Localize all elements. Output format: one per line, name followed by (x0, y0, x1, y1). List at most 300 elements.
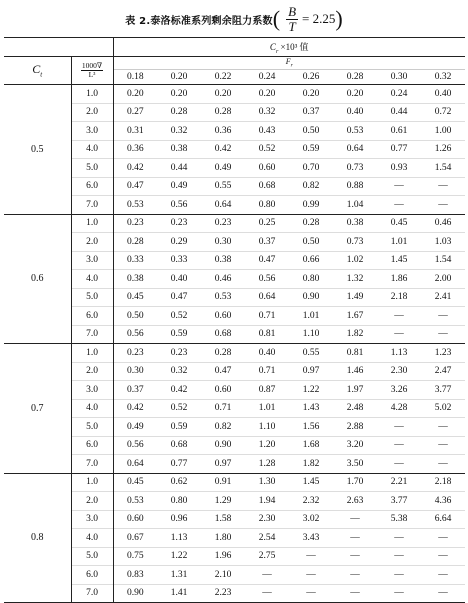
table-row (4, 362, 465, 381)
cr-value-cell: 1.04 (333, 196, 377, 215)
ct-group-cell: 0.5 (4, 85, 71, 215)
cr-value-cell: 2.47 (421, 362, 465, 381)
fr-value-header: 0.18 (113, 70, 157, 85)
cr-value-cell: — (421, 529, 465, 548)
cr-value-cell: 1.31 (157, 566, 201, 585)
fr-symbol: F (285, 57, 291, 67)
cr-value-cell: 0.64 (113, 455, 157, 474)
ct-group-cell: 0.7 (4, 344, 71, 474)
cr-value-cell: 0.70 (289, 159, 333, 178)
cr-value-cell: 1.22 (289, 381, 333, 400)
cr-value-cell: 1.96 (201, 547, 245, 566)
cr-value-cell: — (421, 196, 465, 215)
cr-value-cell: 0.91 (201, 473, 245, 492)
cr-value-cell: 0.31 (113, 122, 157, 141)
cr-value-cell: — (377, 177, 421, 196)
cr-value-cell: 0.81 (245, 325, 289, 344)
cr-value-cell: 1.49 (333, 288, 377, 307)
cr-value-cell: 0.82 (289, 177, 333, 196)
fr-subscript: r (290, 62, 293, 69)
cr-value-cell: — (289, 584, 333, 603)
cr-value-cell: 1.56 (289, 418, 333, 437)
cr-value-cell: 0.50 (289, 122, 333, 141)
cr-value-cell: 0.68 (201, 325, 245, 344)
cr-value-cell: 0.75 (113, 547, 157, 566)
cr-value-cell: 0.99 (289, 196, 333, 215)
cr-value-cell: 1.43 (289, 399, 333, 418)
fr-value-header: 0.20 (157, 70, 201, 85)
cr-value-cell: — (377, 196, 421, 215)
fr-value-header: 0.30 (377, 70, 421, 85)
lv-cell: 6.0 (71, 307, 113, 326)
cr-value-cell: 0.42 (113, 159, 157, 178)
cr-value-cell: 1.26 (421, 140, 465, 159)
table-row (4, 177, 465, 196)
cr-value-cell: 0.97 (201, 455, 245, 474)
header-blank-cell (71, 38, 113, 57)
cr-suffix: ×10³ 值 (278, 41, 309, 52)
lv-cell: 5.0 (71, 159, 113, 178)
cr-value-cell: 0.40 (245, 344, 289, 363)
cr-value-cell: 5.02 (421, 399, 465, 418)
cr-value-cell: 0.93 (377, 159, 421, 178)
cr-value-cell: 0.32 (157, 122, 201, 141)
cr-value-cell: 1.94 (245, 492, 289, 511)
cr-value-cell: 0.45 (377, 214, 421, 233)
lv-cell: 6.0 (71, 177, 113, 196)
cr-value-cell: 1.70 (333, 473, 377, 492)
cr-value-cell: 1.67 (333, 307, 377, 326)
fr-value-header: 0.28 (333, 70, 377, 85)
cr-value-cell: 0.73 (333, 233, 377, 252)
caption-fraction-numerator: B (288, 3, 297, 19)
cr-value-cell: 0.60 (201, 381, 245, 400)
cr-value-cell: 0.20 (333, 85, 377, 104)
cr-value-cell: 0.56 (113, 325, 157, 344)
cr-value-cell: 0.25 (245, 214, 289, 233)
table-row (4, 547, 465, 566)
cr-value-cell: — (377, 307, 421, 326)
cr-value-cell: 1.54 (421, 251, 465, 270)
ct-subscript: t (40, 70, 43, 79)
cr-value-cell: 2.18 (421, 473, 465, 492)
cr-value-cell: — (377, 436, 421, 455)
cr-value-cell: 0.20 (113, 85, 157, 104)
table-row (4, 196, 465, 215)
cr-value-cell: 0.49 (201, 159, 245, 178)
table-row (4, 140, 465, 159)
cr-value-cell: 0.77 (377, 140, 421, 159)
cr-value-cell: 2.54 (245, 529, 289, 548)
lv-cell: 1.0 (71, 344, 113, 363)
lv-denominator: L³ (88, 70, 96, 79)
cr-value-cell: — (289, 566, 333, 585)
lv-cell: 3.0 (71, 510, 113, 529)
cr-value-cell: 0.42 (201, 140, 245, 159)
lv-cell: 5.0 (71, 288, 113, 307)
lv-cell: 2.0 (71, 492, 113, 511)
cr-value-cell: 0.23 (157, 214, 201, 233)
cr-value-cell: — (421, 455, 465, 474)
table-row (4, 381, 465, 400)
caption-text: 表 2.泰洛标准系列剩余阻力系数 (125, 15, 273, 27)
lv-cell: 1.0 (71, 473, 113, 492)
cr-value-cell: 1.68 (289, 436, 333, 455)
cr-value-cell: 0.27 (113, 103, 157, 122)
cr-value-cell: 0.90 (113, 584, 157, 603)
cr-value-cell: 1.13 (157, 529, 201, 548)
cr-value-cell: 1.41 (157, 584, 201, 603)
cr-value-cell: 0.59 (157, 418, 201, 437)
cr-value-cell: 0.56 (113, 436, 157, 455)
cr-value-cell: 0.64 (245, 288, 289, 307)
cr-value-cell: 0.37 (113, 381, 157, 400)
lv-cell: 2.0 (71, 233, 113, 252)
cr-value-cell: 0.50 (113, 307, 157, 326)
cr-value-cell: 0.37 (289, 103, 333, 122)
cr-value-cell: 0.77 (157, 455, 201, 474)
lv-cell: 6.0 (71, 566, 113, 585)
cr-value-cell: 0.80 (289, 270, 333, 289)
cr-value-cell: 0.60 (113, 510, 157, 529)
cr-value-cell: 0.28 (201, 103, 245, 122)
cr-value-cell: 0.33 (157, 251, 201, 270)
cr-value-cell: — (377, 566, 421, 585)
caption-equals-value: = 2.25 (302, 11, 336, 26)
table-caption (0, 2, 468, 36)
cr-value-cell: 0.73 (333, 159, 377, 178)
lv-cell: 2.0 (71, 103, 113, 122)
cr-value-cell: 1.82 (289, 455, 333, 474)
lv-cell: 1.0 (71, 214, 113, 233)
cr-value-cell: 2.30 (245, 510, 289, 529)
cr-value-cell: 1.01 (245, 399, 289, 418)
cr-value-cell: 0.47 (157, 288, 201, 307)
table-row (4, 251, 465, 270)
lv-cell: 4.0 (71, 270, 113, 289)
cr-value-cell: 0.66 (289, 251, 333, 270)
header-row-cr (4, 38, 465, 57)
cr-value-cell: 0.47 (113, 177, 157, 196)
table-row (4, 418, 465, 437)
cr-value-cell: 2.48 (333, 399, 377, 418)
table-row (4, 344, 465, 363)
cr-value-cell: 4.28 (377, 399, 421, 418)
cr-value-cell: 3.77 (377, 492, 421, 511)
cr-value-cell: 0.55 (289, 344, 333, 363)
cr-value-cell: 0.20 (201, 85, 245, 104)
cr-value-cell: — (333, 566, 377, 585)
cr-value-cell: 0.82 (201, 418, 245, 437)
table-row (4, 85, 465, 104)
cr-value-cell: 0.59 (157, 325, 201, 344)
cr-value-cell: 0.72 (421, 103, 465, 122)
cr-value-cell: 0.23 (157, 344, 201, 363)
cr-value-cell: 0.23 (201, 214, 245, 233)
cr-value-cell: 2.88 (333, 418, 377, 437)
header-blank-cell (4, 38, 71, 57)
cr-value-cell: 0.96 (157, 510, 201, 529)
cr-value-cell: 2.75 (245, 547, 289, 566)
cr-value-cell: 0.81 (333, 344, 377, 363)
cr-value-cell: 0.49 (157, 177, 201, 196)
cr-value-cell: 1.32 (333, 270, 377, 289)
cr-value-cell: 0.28 (289, 214, 333, 233)
cr-value-cell: — (245, 566, 289, 585)
cr-value-cell: 1.46 (333, 362, 377, 381)
cr-value-cell: 0.83 (113, 566, 157, 585)
table-row (4, 473, 465, 492)
cr-value-cell: 2.18 (377, 288, 421, 307)
cr-value-cell: 2.21 (377, 473, 421, 492)
lv-cell: 7.0 (71, 196, 113, 215)
cr-value-cell: 0.62 (157, 473, 201, 492)
header-lv-label (71, 57, 113, 85)
cr-value-cell: 0.60 (201, 307, 245, 326)
table-row (4, 492, 465, 511)
cr-value-cell: 1.01 (377, 233, 421, 252)
cr-subscript: r (275, 48, 279, 55)
table-row (4, 307, 465, 326)
cr-value-cell: — (377, 455, 421, 474)
cr-value-cell: 0.44 (377, 103, 421, 122)
cr-value-cell: 0.45 (113, 473, 157, 492)
cr-value-cell: 1.45 (377, 251, 421, 270)
cr-value-cell: — (333, 584, 377, 603)
cr-value-cell: 2.30 (377, 362, 421, 381)
cr-value-cell: 1.10 (245, 418, 289, 437)
cr-value-cell: 0.28 (113, 233, 157, 252)
table-row (4, 510, 465, 529)
cr-value-cell: 3.50 (333, 455, 377, 474)
cr-value-cell: — (377, 529, 421, 548)
cr-value-cell: 0.80 (157, 492, 201, 511)
cr-value-cell: 3.02 (289, 510, 333, 529)
lv-cell: 1.0 (71, 85, 113, 104)
cr-value-cell: 1.54 (421, 159, 465, 178)
cr-value-cell: 0.42 (157, 381, 201, 400)
cr-value-cell: 0.36 (201, 122, 245, 141)
cr-value-cell: 0.68 (245, 177, 289, 196)
table-row (4, 455, 465, 474)
cr-value-cell: 0.20 (289, 85, 333, 104)
table-row (4, 214, 465, 233)
cr-value-cell: 5.38 (377, 510, 421, 529)
cr-value-cell: 4.36 (421, 492, 465, 511)
cr-value-cell: 0.71 (201, 399, 245, 418)
table-row (4, 270, 465, 289)
cr-value-cell: 0.23 (113, 214, 157, 233)
fr-value-header: 0.22 (201, 70, 245, 85)
caption-fraction-denominator: T (288, 18, 296, 34)
lv-cell: 7.0 (71, 455, 113, 474)
header-fr-label (113, 57, 465, 70)
cr-value-cell: 0.40 (421, 85, 465, 104)
cr-value-cell: 0.20 (157, 85, 201, 104)
cr-value-cell: 1.23 (421, 344, 465, 363)
cr-value-cell: 2.10 (201, 566, 245, 585)
cr-value-cell: 1.13 (377, 344, 421, 363)
cr-value-cell: 2.00 (421, 270, 465, 289)
cr-value-cell: — (421, 436, 465, 455)
cr-value-cell: 3.26 (377, 381, 421, 400)
cr-value-cell: 1.01 (289, 307, 333, 326)
table-row (4, 566, 465, 585)
cr-value-cell: 0.28 (157, 103, 201, 122)
lv-cell: 4.0 (71, 399, 113, 418)
cr-value-cell: 0.56 (157, 196, 201, 215)
cr-value-cell: 1.02 (333, 251, 377, 270)
cr-value-cell: 0.40 (157, 270, 201, 289)
cr-value-cell: — (377, 547, 421, 566)
cr-value-cell: 0.46 (201, 270, 245, 289)
cr-value-cell: 0.40 (333, 103, 377, 122)
cr-value-cell: 2.23 (201, 584, 245, 603)
cr-value-cell: — (377, 418, 421, 437)
cr-value-cell: 0.97 (289, 362, 333, 381)
cr-value-cell: — (333, 529, 377, 548)
cr-value-cell: 1.28 (245, 455, 289, 474)
cr-value-cell: 0.53 (333, 122, 377, 141)
table-row (4, 103, 465, 122)
lv-cell: 3.0 (71, 122, 113, 141)
cr-value-cell: 2.41 (421, 288, 465, 307)
cr-value-cell: 0.53 (201, 288, 245, 307)
cr-value-cell: 0.30 (113, 362, 157, 381)
cr-value-cell: 0.60 (245, 159, 289, 178)
fr-value-header: 0.32 (421, 70, 465, 85)
lv-numerator: 1000∇ (81, 61, 103, 70)
cr-value-cell: 0.50 (289, 233, 333, 252)
table-body (4, 38, 465, 603)
lv-cell: 4.0 (71, 140, 113, 159)
table-row (4, 584, 465, 603)
cr-value-cell: 1.29 (201, 492, 245, 511)
cr-value-cell: 0.32 (157, 362, 201, 381)
cr-value-cell: 0.38 (157, 140, 201, 159)
lv-cell: 2.0 (71, 362, 113, 381)
lv-cell: 4.0 (71, 529, 113, 548)
cr-value-cell: 1.58 (201, 510, 245, 529)
cr-value-cell: 0.53 (113, 196, 157, 215)
cr-value-cell: 3.43 (289, 529, 333, 548)
cr-value-cell: 0.47 (245, 251, 289, 270)
cr-value-cell: — (245, 584, 289, 603)
cr-value-cell: 0.68 (157, 436, 201, 455)
cr-value-cell: 0.45 (113, 288, 157, 307)
cr-value-cell: 0.47 (201, 362, 245, 381)
cr-value-cell: 0.61 (377, 122, 421, 141)
cr-value-cell: 0.71 (245, 362, 289, 381)
cr-value-cell: 0.90 (289, 288, 333, 307)
cr-value-cell: 0.23 (113, 344, 157, 363)
cr-value-cell: 6.64 (421, 510, 465, 529)
cr-value-cell: 0.38 (333, 214, 377, 233)
cr-value-cell: 1.97 (333, 381, 377, 400)
table-row (4, 399, 465, 418)
cr-value-cell: — (377, 325, 421, 344)
cr-value-cell: 0.29 (157, 233, 201, 252)
ct-symbol: C (32, 62, 41, 77)
cr-value-cell: 0.44 (157, 159, 201, 178)
cr-value-cell: 0.64 (201, 196, 245, 215)
fr-value-header: 0.24 (245, 70, 289, 85)
cr-value-cell: 1.00 (421, 122, 465, 141)
cr-value-cell: — (421, 584, 465, 603)
cr-value-cell: 1.82 (333, 325, 377, 344)
cr-value-cell: 0.52 (157, 399, 201, 418)
cr-value-cell: — (421, 418, 465, 437)
caption-close-paren: ) (335, 6, 343, 31)
cr-value-cell: 0.42 (113, 399, 157, 418)
cr-value-cell: 0.80 (245, 196, 289, 215)
cr-value-cell: 1.03 (421, 233, 465, 252)
cr-value-cell: 1.10 (289, 325, 333, 344)
lv-cell: 5.0 (71, 418, 113, 437)
cr-value-cell: 1.20 (245, 436, 289, 455)
cr-value-cell: 0.36 (113, 140, 157, 159)
ct-group-cell: 0.8 (4, 473, 71, 603)
header-ct-label (4, 57, 71, 85)
lv-cell: 7.0 (71, 325, 113, 344)
table-row (4, 233, 465, 252)
cr-value-cell: — (421, 307, 465, 326)
cr-value-cell: — (421, 325, 465, 344)
header-cr-label (113, 38, 465, 57)
cr-value-cell: — (333, 547, 377, 566)
resistance-coefficient-table (4, 37, 465, 603)
cr-value-cell: 0.49 (113, 418, 157, 437)
cr-value-cell: 0.52 (245, 140, 289, 159)
cr-value-cell: 3.20 (333, 436, 377, 455)
ct-group-cell: 0.6 (4, 214, 71, 344)
cr-value-cell: 3.77 (421, 381, 465, 400)
cr-value-cell: — (421, 547, 465, 566)
cr-value-cell: 0.52 (157, 307, 201, 326)
cr-value-cell: 0.32 (245, 103, 289, 122)
cr-value-cell: 0.71 (245, 307, 289, 326)
cr-value-cell: 0.67 (113, 529, 157, 548)
cr-value-cell: 0.46 (421, 214, 465, 233)
cr-value-cell: 0.64 (333, 140, 377, 159)
cr-value-cell: 1.22 (157, 547, 201, 566)
header-row-fr (4, 57, 465, 70)
cr-value-cell: — (289, 547, 333, 566)
cr-value-cell: 0.87 (245, 381, 289, 400)
caption-fraction (286, 5, 298, 34)
cr-value-cell: 0.53 (113, 492, 157, 511)
lv-cell: 7.0 (71, 584, 113, 603)
cr-value-cell: 2.32 (289, 492, 333, 511)
cr-value-cell: 0.88 (333, 177, 377, 196)
table-row (4, 325, 465, 344)
cr-value-cell: 0.28 (201, 344, 245, 363)
cr-value-cell: 0.43 (245, 122, 289, 141)
cr-value-cell: 1.80 (201, 529, 245, 548)
cr-value-cell: 0.33 (113, 251, 157, 270)
lv-cell: 5.0 (71, 547, 113, 566)
table-row (4, 436, 465, 455)
cr-value-cell: 0.55 (201, 177, 245, 196)
table-row (4, 288, 465, 307)
cr-value-cell: 0.56 (245, 270, 289, 289)
cr-value-cell: — (377, 584, 421, 603)
table-row (4, 159, 465, 178)
table-row (4, 122, 465, 141)
cr-symbol: C (269, 41, 276, 52)
cr-value-cell: — (421, 566, 465, 585)
cr-value-cell: 1.30 (245, 473, 289, 492)
